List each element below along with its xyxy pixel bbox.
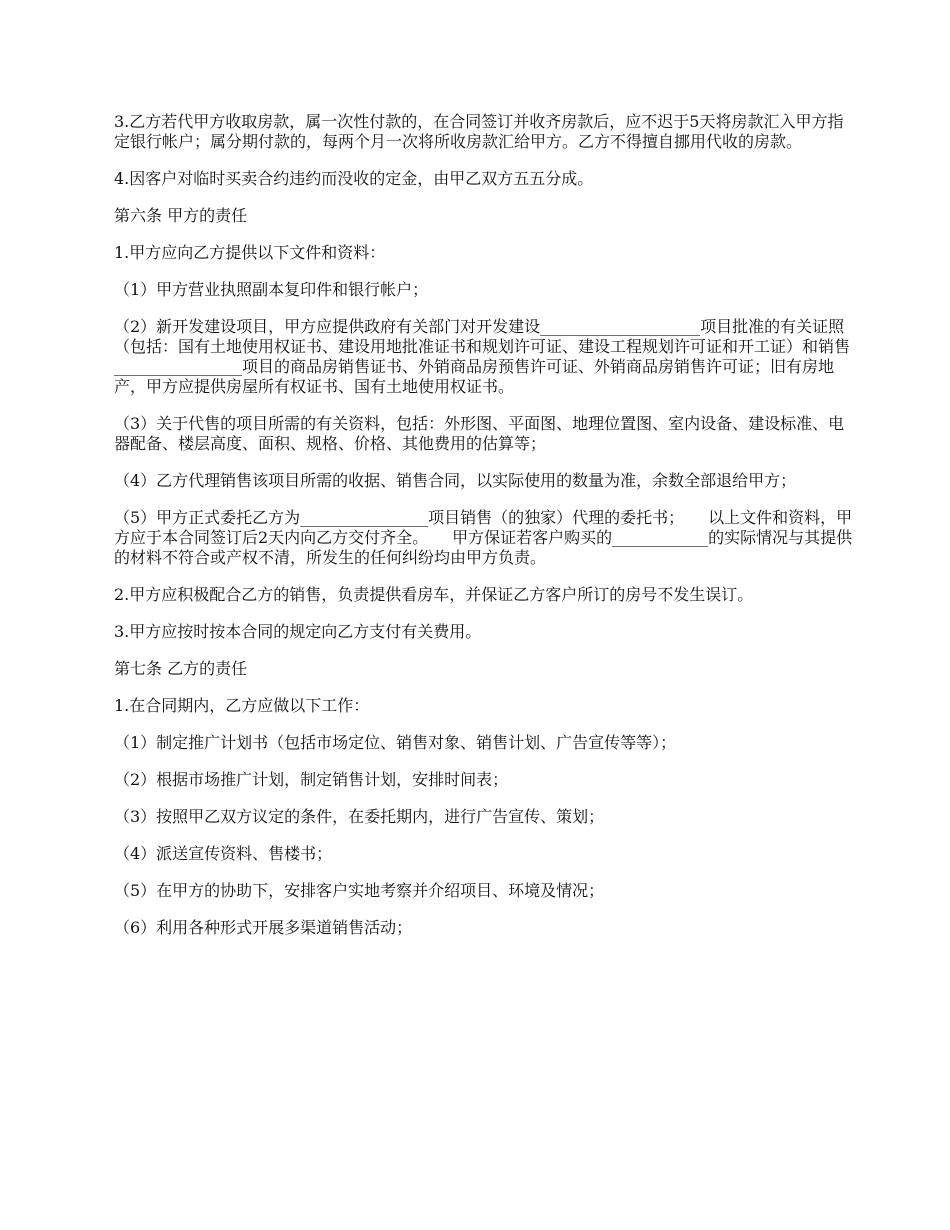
section-heading-article-6: 第六条 甲方的责任: [114, 206, 248, 225]
section-heading-article-7: 第七条 乙方的责任: [114, 659, 248, 678]
paragraph-party-b-subitem-1: （1）制定推广计划书（包括市场定位、销售对象、销售计划、广告宣传等等）；: [114, 733, 677, 752]
paragraph-party-a-subitem-5: （5）甲方正式委托乙方为________________项目销售（的独家）代理的委托书； 以上文件和资料，甲方应于本合同签订后2天内向乙方交付齐全。 甲方保证若客户购买的____________的实际情况与其提供的材料不符合或产权不清，所发生的任何纠纷均由甲方负责。: [114, 508, 853, 567]
paragraph-party-a-item-1: 1.甲方应向乙方提供以下文件和资料：: [114, 243, 386, 262]
paragraph-party-b-subitem-2: （2）根据市场推广计划，制定销售计划，安排时间表；: [114, 770, 509, 789]
paragraph-party-a-subitem-1: （1）甲方营业执照副本复印件和银行帐户；: [114, 280, 429, 299]
paragraph-party-a-subitem-3: （3）关于代售的项目所需的有关资料，包括：外形图、平面图、地理位置图、室内设备、建设标准、电器配备、楼层高度、面积、规格、价格、其他费用的估算等；: [114, 414, 845, 453]
paragraph-party-a-item-3: 3.甲方应按时按本合同的规定向乙方支付有关费用。: [114, 622, 482, 641]
paragraph-party-a-subitem-2: （2）新开发建设项目，甲方应提供政府有关部门对开发建设____________________项目批准的有关证照（包括：国有土地使用权证书、建设用地批准证书和规划许可证、建设工程规划许可证和开工证）和销售________________项目的商品房销售证书、外销商品房预售许可证、外销商品房销售许可证；旧有房地产，甲方应提供房屋所有权证书、国有土地使用权证书。: [114, 317, 851, 396]
paragraph-party-a-subitem-4: （4）乙方代理销售该项目所需的收据、销售合同，以实际使用的数量为准，余数全部退给甲方；: [114, 471, 797, 490]
document-page: [114, 112, 854, 955]
paragraph-party-b-subitem-4: （4）派送宣传资料、售楼书；: [114, 844, 333, 863]
paragraph-clause-5-item-3: 3.乙方若代甲方收取房款，属一次性付款的，在合同签订并收齐房款后，应不迟于5天将房款汇入甲方指定银行帐户；属分期付款的，每两个月一次将所收房款汇给甲方。乙方不得擅自挪用代收的房款。: [114, 112, 844, 151]
paragraph-party-b-item-1: 1.在合同期内，乙方应做以下工作：: [114, 696, 370, 715]
paragraph-clause-5-item-4: 4.因客户对临时买卖合约违约而没收的定金，由甲乙双方五五分成。: [114, 169, 594, 188]
paragraph-party-b-subitem-6: （6）利用各种形式开展多渠道销售活动；: [114, 918, 413, 937]
paragraph-party-a-item-2: 2.甲方应积极配合乙方的销售，负责提供看房车，并保证乙方客户所订的房号不发生误订。: [114, 585, 754, 604]
paragraph-party-b-subitem-5: （5）在甲方的协助下，安排客户实地考察并介绍项目、环境及情况；: [114, 881, 605, 900]
paragraph-party-b-subitem-3: （3）按照甲乙双方议定的条件，在委托期内，进行广告宣传、策划；: [114, 807, 605, 826]
